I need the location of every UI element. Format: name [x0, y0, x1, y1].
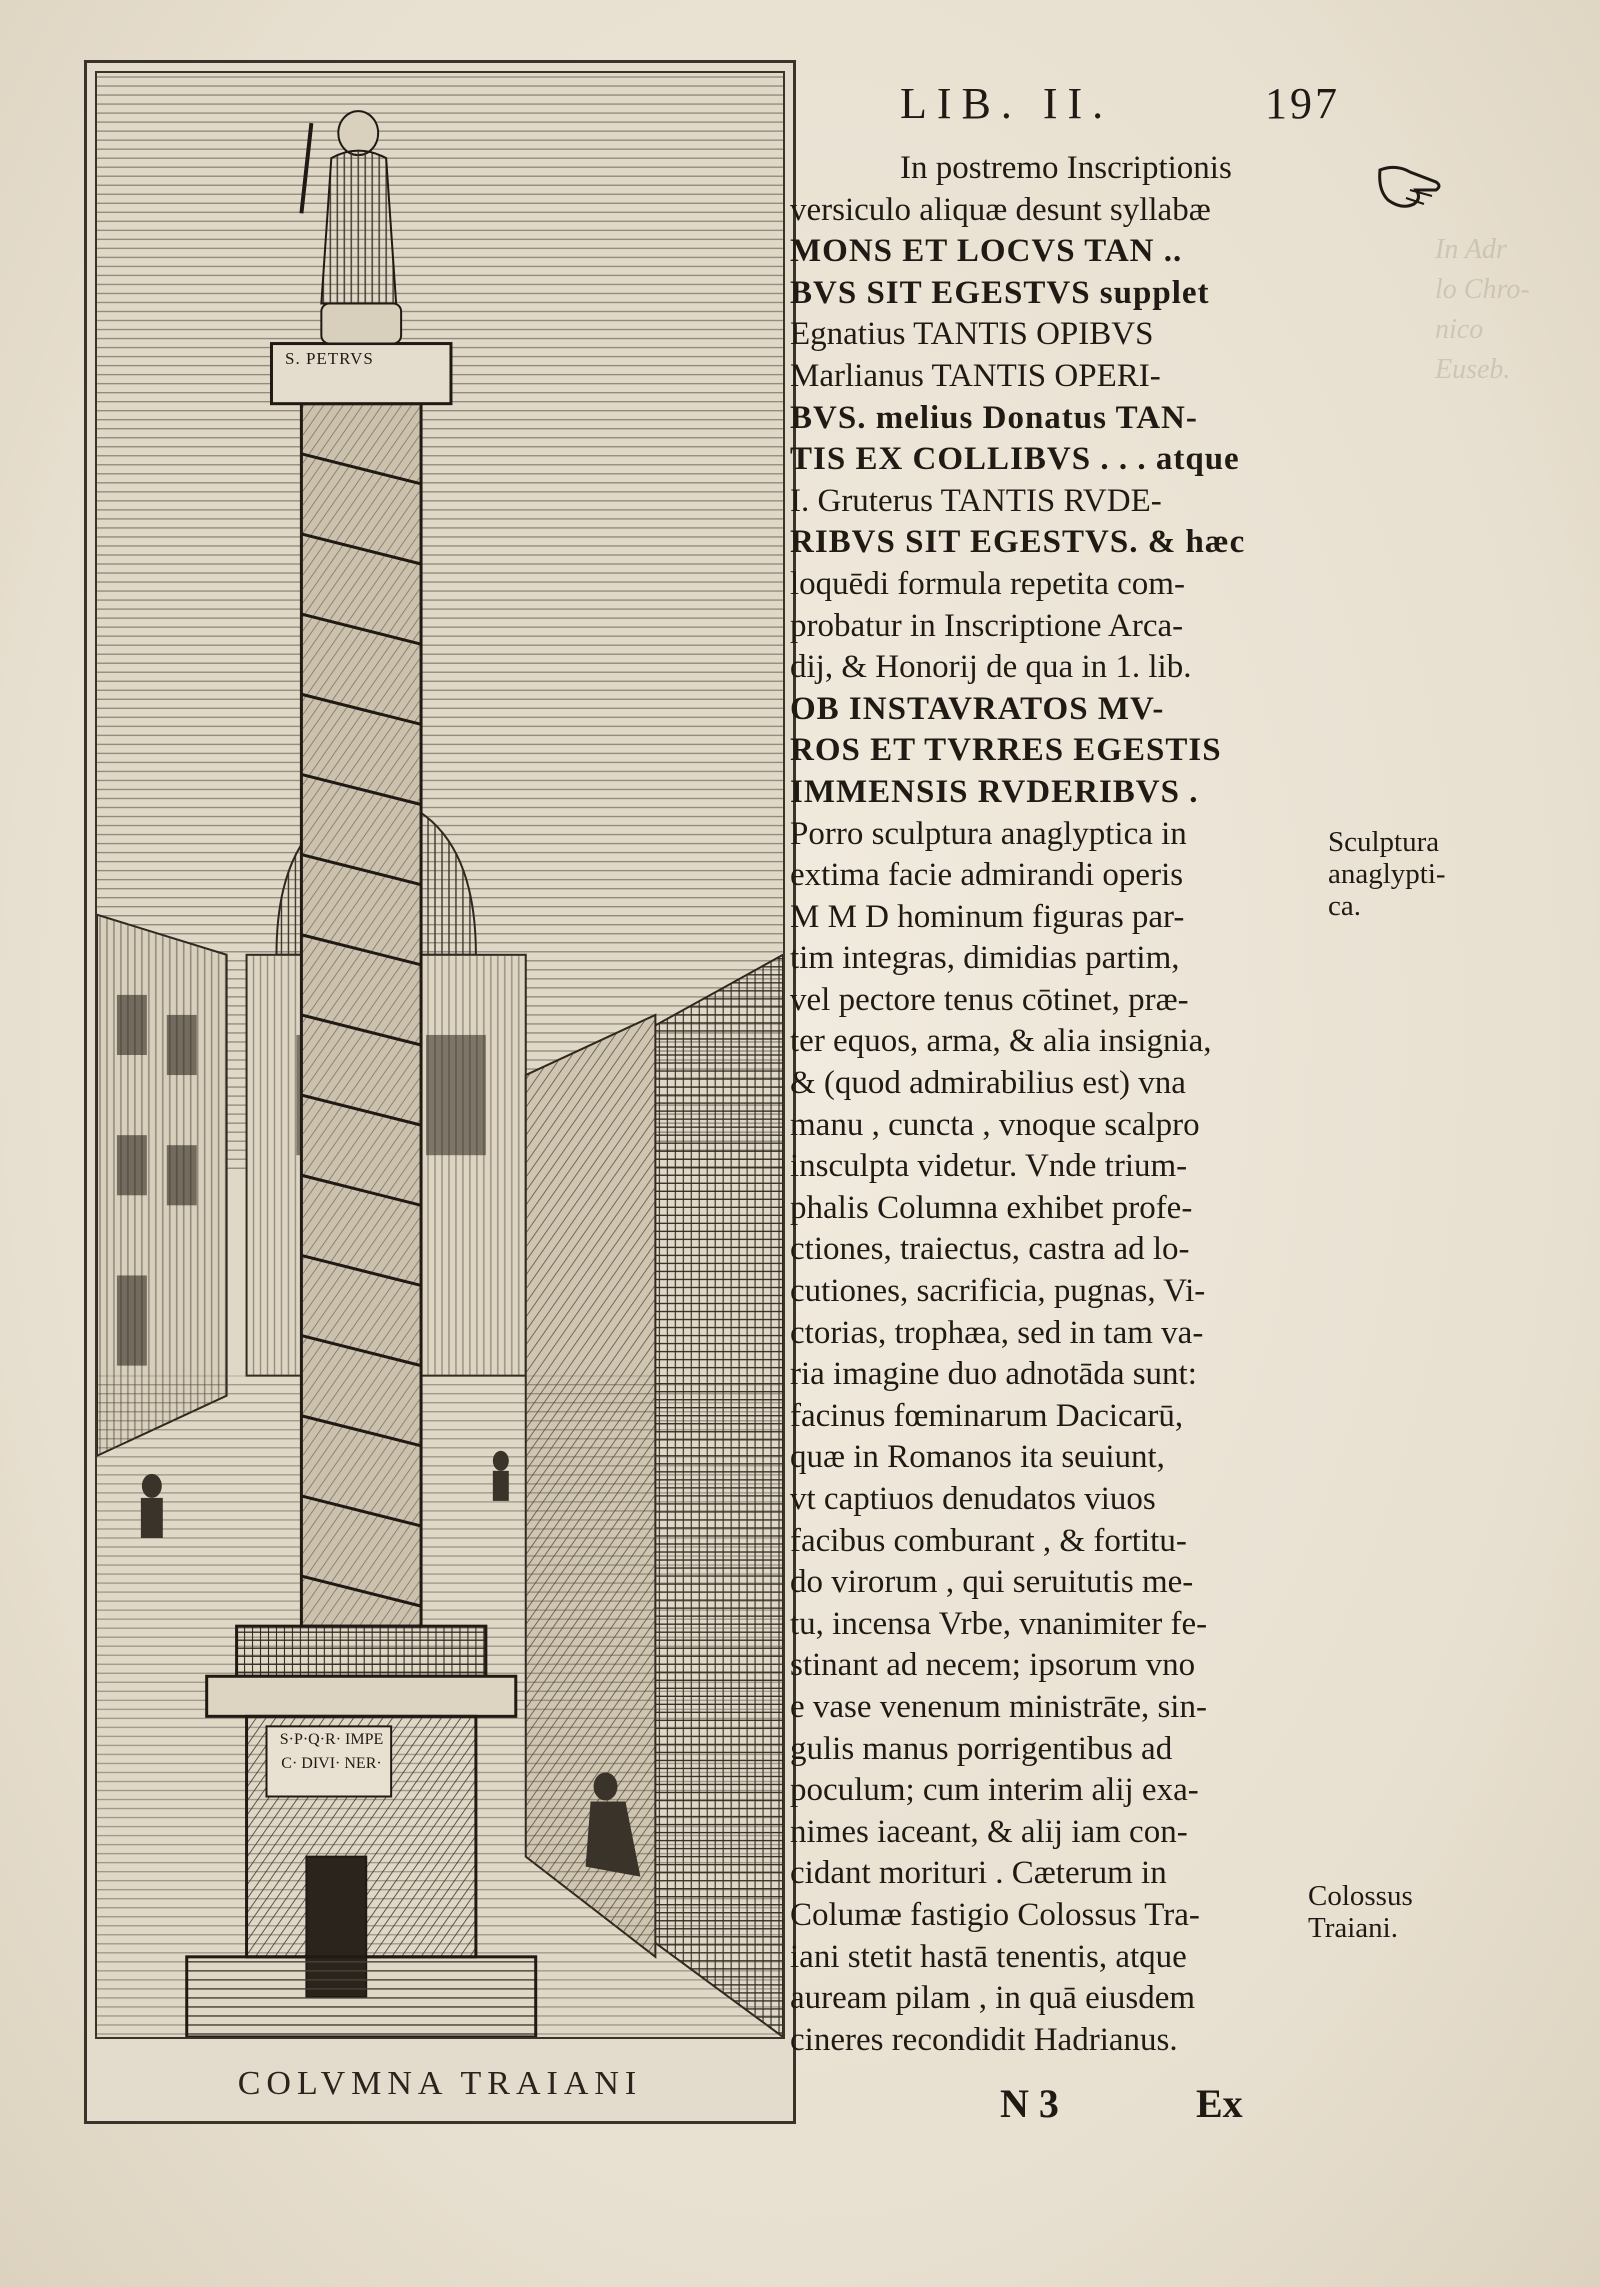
- text-line: Egnatius TANTIS OPIBVS: [790, 316, 1154, 353]
- manicule-icon: [1376, 160, 1446, 215]
- text-line: OB INSTAVRATOS MV-: [790, 690, 1165, 727]
- text-line: dij, & Honorij de qua in 1. lib.: [790, 649, 1192, 686]
- text-line: vt captiuos denudatos viuos: [790, 1481, 1156, 1517]
- text-line: loquēdi formula repetita com-: [790, 565, 1185, 602]
- text-line: vel pectore tenus cōtinet, præ-: [790, 981, 1189, 1018]
- capital-inscription: S. PETRVS: [285, 349, 374, 368]
- text-line: e vase venenum ministrāte, sin-: [790, 1688, 1207, 1725]
- text-line: iani stetit hastā tenentis, atque: [790, 1938, 1187, 1975]
- text-line: extima facie admirandi operis: [790, 857, 1184, 894]
- text-line: poculum; cum interim alij exa-: [790, 1772, 1199, 1809]
- text-line: ROS ET TVRRES EGESTIS: [790, 732, 1222, 769]
- text-line: auream pilam , in quā eiusdem: [790, 1980, 1196, 2017]
- text-line: TIS EX COLLIBVS . . . atque: [790, 441, 1240, 478]
- text-line: & (quod admirabilius est) vna: [790, 1065, 1186, 1102]
- text-line: M M D hominum figuras par-: [790, 898, 1185, 935]
- text-line: cineres recondidit Hadrianus.: [790, 2021, 1178, 2058]
- text-line: Columæ fastigio Colossus Tra-: [790, 1896, 1200, 1933]
- margin-note-sculptura: Sculptura anaglypti- ca.: [1328, 826, 1446, 922]
- text-line: RIBVS SIT EGESTVS. & hæc: [790, 524, 1246, 561]
- text-line: do virorum , qui seruitutis me-: [790, 1564, 1194, 1601]
- text-line: ctiones, traiectus, castra ad lo-: [790, 1231, 1190, 1268]
- book-number: LIB. II.: [900, 79, 1114, 128]
- text-line: probatur in Inscriptione Arca-: [790, 607, 1184, 644]
- text-line: BVS SIT EGESTVS supplet: [790, 274, 1210, 311]
- text-line: BVS. melius Donatus TAN-: [790, 399, 1198, 436]
- text-line: In postremo Inscriptionis: [900, 150, 1232, 186]
- text-line: Marlianus TANTIS OPERI-: [790, 357, 1161, 394]
- base-inscription: S·P·Q·R· IMPE C· DIVI· NER·: [279, 1731, 384, 1772]
- text-line: Porro sculptura anaglyptica in: [790, 815, 1187, 852]
- text-line: tu, incensa Vrbe, vnanimiter fe-: [790, 1605, 1208, 1642]
- text-line: nimes iaceant, & alij iam con-: [790, 1813, 1188, 1850]
- signature-mark: N 3: [1000, 2081, 1059, 2126]
- text-line: phalis Columna exhibet profe-: [790, 1189, 1193, 1226]
- text-line: ctorias, trophæa, sed in tam va-: [790, 1314, 1204, 1351]
- text-line: ter equos, arma, & alia insignia,: [790, 1023, 1212, 1060]
- running-header: [900, 78, 1340, 129]
- text-line: IMMENSIS RVDERIBVS .: [790, 773, 1199, 810]
- main-text: [790, 148, 1330, 2061]
- catchword: Ex: [1196, 2081, 1243, 2126]
- text-line: MONS ET LOCVS TAN ..: [790, 233, 1183, 270]
- page-number: 197: [1265, 79, 1340, 128]
- text-line: tim integras, dimidias partim,: [790, 940, 1180, 977]
- margin-note-colossus: Colossus Traiani.: [1308, 1880, 1413, 1944]
- bleed-through-right: In Adr lo Chro- nico Euseb.: [1435, 234, 1530, 385]
- text-line: ria imagine duo adnotāda sunt:: [790, 1356, 1197, 1393]
- text-line: cutiones, sacrificia, pugnas, Vi-: [790, 1273, 1206, 1310]
- text-line: stinant ad necem; ipsorum vno: [790, 1647, 1196, 1684]
- text-line: I. Gruterus TANTIS RVDE-: [790, 482, 1162, 519]
- text-line: quæ in Romanos ita seuiunt,: [790, 1439, 1165, 1476]
- text-line: facinus fœminarum Dacicarū,: [790, 1397, 1184, 1434]
- text-line: insculpta videtur. Vnde trium-: [790, 1148, 1188, 1185]
- text-line: manu , cuncta , vnoque scalpro: [790, 1106, 1200, 1143]
- engraving-illustration: [95, 71, 785, 2039]
- engraving-plate: [84, 60, 796, 2124]
- text-line: gulis manus porrigentibus ad: [790, 1730, 1173, 1767]
- trajan-column-engraving: [97, 73, 783, 2037]
- text-line: facibus comburant , & fortitu-: [790, 1522, 1187, 1559]
- text-line: cidant morituri . Cæterum in: [790, 1855, 1167, 1892]
- plate-caption: COLVMNA TRAIANI: [237, 2065, 643, 2102]
- text-line: versiculo aliquæ desunt syllabæ: [790, 191, 1211, 228]
